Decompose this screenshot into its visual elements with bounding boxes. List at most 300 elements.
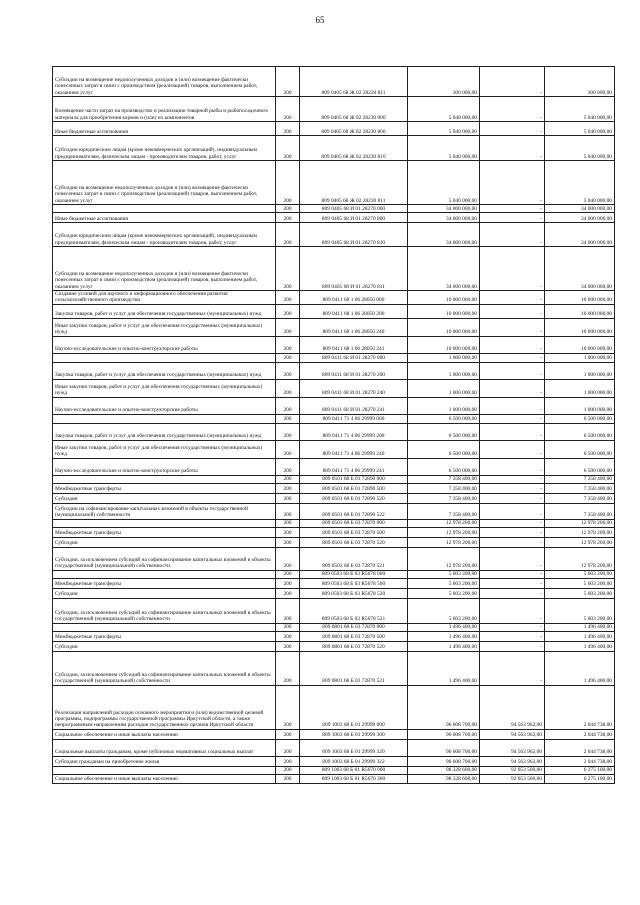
row-value-regional: 1 000 000,00 (545, 362, 615, 379)
row-name: Субсидии на софинансирование капитальных вложений в объекты государственной (муниципальной) собственности (53, 503, 276, 519)
row-value-federal: - (480, 213, 545, 223)
row-value-regional: 34 000 000,00 (545, 247, 615, 291)
row-name: Научно-исследовательские и опытно-конструкторские работы (53, 336, 276, 353)
table-row (53, 122, 615, 136)
row-value-regional: 6 500 000,00 (545, 423, 615, 440)
row-name: Создание условий для научного и информационного обеспечения развития сельскохозяйственного производства (53, 291, 276, 305)
page-number: 65 (315, 15, 325, 25)
row-value-assigned: 34 000 000,00 (408, 213, 480, 223)
row-value-assigned: 10 000 000,00 (408, 318, 480, 336)
row-value-assigned: 34 000 000,00 (408, 205, 480, 213)
table-row (53, 397, 615, 414)
row-kcsr: 809 0501 68 Б 01 72890 520 (300, 493, 408, 503)
row-value-federal: - (480, 651, 545, 685)
row-name: Закупка товаров, работ и услуг для обеспечения государственных (муниципальных) нужд (53, 362, 276, 379)
row-name: Межбюджетные трансферты (53, 578, 276, 588)
row-value-assigned: 6 500 000,00 (408, 423, 480, 440)
row-name: Субсидии на возмещение недополученных доходов и (или) возмещение фактически понесенных затрат в связи с производством (реализацией) товаров, выполнением работ, оказанием услуг (53, 161, 276, 205)
row-code: 200 (276, 756, 300, 766)
row-value-assigned: 7 358 400,00 (408, 483, 480, 493)
row-kcsr: 809 0405 68 Ж 02 28220 811 (300, 67, 408, 97)
row-code: 200 (276, 362, 300, 379)
row-value-assigned: 98 328 600,00 (408, 774, 480, 783)
table-row (53, 291, 615, 305)
row-kcsr: 809 1003 68 Б 01 29999 000 (300, 685, 408, 729)
row-name: Закупка товаров, работ и услуг для обеспечения государственных (муниципальных) нужд (53, 304, 276, 318)
row-value-assigned: 1 000 000,00 (408, 397, 480, 414)
row-kcsr: 809 1003 68 Б 01 R5670 000 (300, 766, 408, 774)
row-value-federal: - (480, 397, 545, 414)
row-value-federal: 94 563 962,00 (480, 729, 545, 739)
table-row (53, 651, 615, 685)
row-value-assigned: 96 608 700,00 (408, 729, 480, 739)
row-value-federal: - (480, 97, 545, 122)
table-row (53, 161, 615, 205)
row-name (53, 475, 276, 483)
row-value-regional: 34 000 000,00 (545, 213, 615, 223)
row-value-regional: 5 040 000,00 (545, 122, 615, 136)
table-row (53, 519, 615, 527)
row-name: Иные закупки товаров, работ и услуг для обеспечения государственных (муниципальных) нужд (53, 440, 276, 458)
row-value-federal: - (480, 570, 545, 578)
row-value-regional: 6 500 000,00 (545, 458, 615, 475)
row-value-regional: 5 040 000,00 (545, 97, 615, 122)
row-code: 200 (276, 247, 300, 291)
row-value-assigned: 5 603 200,00 (408, 570, 480, 578)
row-code: 200 (276, 774, 300, 783)
row-value-federal: 92 053 500,00 (480, 774, 545, 783)
row-value-federal: - (480, 423, 545, 440)
row-name: Иные бюджетные ассигнования (53, 122, 276, 136)
row-name: Возмещение части затрат на производство и реализацию товарной рыбы и рыбопосадочного материала для приобретения кормов и (или) их компонентов (53, 97, 276, 122)
table-row (53, 588, 615, 598)
row-value-regional: 7 358 400,00 (545, 475, 615, 483)
table-row (53, 578, 615, 588)
row-value-assigned: 34 000 000,00 (408, 247, 480, 291)
row-value-assigned: 12 978 200,00 (408, 527, 480, 537)
row-value-federal: - (480, 122, 545, 136)
row-code: 200 (276, 729, 300, 739)
table-row (53, 641, 615, 651)
row-value-regional: 6 500 000,00 (545, 440, 615, 458)
row-value-regional: 5 040 000,00 (545, 136, 615, 161)
row-kcsr: 809 1003 68 Б 01 R5670 300 (300, 774, 408, 783)
row-kcsr: 809 0501 68 Б 01 72890 000 (300, 475, 408, 483)
row-value-federal: - (480, 136, 545, 161)
row-value-federal: - (480, 641, 545, 651)
row-value-regional: 12 978 200,00 (545, 527, 615, 537)
row-value-assigned: 6 500 000,00 (408, 414, 480, 423)
row-name: Научно-исследовательские и опытно-конструкторские работы (53, 397, 276, 414)
row-kcsr: 809 0411 68 И 01 28270 000 (300, 353, 408, 362)
row-value-regional: 7 358 400,00 (545, 493, 615, 503)
row-kcsr: 809 0503 68 Б 03 72870 000 (300, 519, 408, 527)
row-value-regional: 5 603 200,00 (545, 598, 615, 623)
table-row (53, 598, 615, 623)
row-kcsr: 809 0405 68 Ж 02 28230 810 (300, 136, 408, 161)
row-value-assigned: 10 000 000,00 (408, 291, 480, 305)
row-value-regional: 10 000 000,00 (545, 291, 615, 305)
table-row (53, 304, 615, 318)
row-value-federal: - (480, 336, 545, 353)
row-value-regional: 1 000 000,00 (545, 379, 615, 397)
row-code: 200 (276, 651, 300, 685)
table-row (53, 353, 615, 362)
row-value-federal: - (480, 379, 545, 397)
row-kcsr: 809 1003 68 Б 01 29999 322 (300, 756, 408, 766)
row-kcsr: 809 0411 68 1 06 28050 000 (300, 291, 408, 305)
row-code: 200 (276, 537, 300, 547)
row-name: Иные закупки товаров, работ и услуг для обеспечения государственных (муниципальных) нужд (53, 379, 276, 397)
row-value-federal: - (480, 414, 545, 423)
row-value-assigned: 5 603 200,00 (408, 578, 480, 588)
table-row (53, 318, 615, 336)
table-row (53, 685, 615, 729)
table-row (53, 756, 615, 766)
table-row (53, 379, 615, 397)
row-kcsr: 809 0405 68 Ж 02 28230 800 (300, 122, 408, 136)
table-row (53, 739, 615, 756)
table-row (53, 440, 615, 458)
row-kcsr: 809 0501 68 Б 01 72890 500 (300, 483, 408, 493)
row-value-regional: 1 496 400,00 (545, 651, 615, 685)
budget-table-body (53, 67, 615, 784)
row-value-regional: 2 044 738,00 (545, 685, 615, 729)
row-value-regional: 6 275 100,00 (545, 766, 615, 774)
row-code: 200 (276, 527, 300, 537)
row-value-regional: 2 044 738,00 (545, 739, 615, 756)
table-row (53, 547, 615, 570)
row-value-assigned: 12 978 200,00 (408, 547, 480, 570)
row-kcsr: 809 0501 68 Б 01 72890 522 (300, 503, 408, 519)
table-row (53, 336, 615, 353)
table-row (53, 205, 615, 213)
row-code: 200 (276, 336, 300, 353)
row-value-regional: 1 496 400,00 (545, 641, 615, 651)
row-value-regional: 300 000,00 (545, 67, 615, 97)
row-value-regional: 34 000 000,00 (545, 205, 615, 213)
table-row (53, 67, 615, 97)
row-value-regional: 5 603 200,00 (545, 588, 615, 598)
row-name: Субсидии, за исключением субсидий на софинансирование капитальных вложений в объекты государственной (муниципальной) собственности (53, 547, 276, 570)
table-row (53, 475, 615, 483)
table-row (53, 483, 615, 493)
row-value-assigned: 1 496 400,00 (408, 651, 480, 685)
row-code: 200 (276, 213, 300, 223)
row-code: 200 (276, 588, 300, 598)
row-name (53, 570, 276, 578)
row-value-assigned: 7 358 400,00 (408, 493, 480, 503)
budget-table (52, 66, 615, 784)
row-value-assigned: 1 496 400,00 (408, 641, 480, 651)
row-code: 200 (276, 97, 300, 122)
table-row (53, 631, 615, 641)
row-kcsr: 809 0801 68 Б 03 72870 500 (300, 631, 408, 641)
row-value-federal: - (480, 519, 545, 527)
row-code: 200 (276, 318, 300, 336)
row-code: 200 (276, 493, 300, 503)
row-name: Реализация направлений расходов основного мероприятия и (или) ведомственной целевой программы, подпрограммы государственной программы Иркутской области, а также непрограммным направлениям расходов государственных органов Иркутской области (53, 685, 276, 729)
row-kcsr: 809 0503 68 Б 03 R5678 520 (300, 588, 408, 598)
row-code: 200 (276, 397, 300, 414)
table-row (53, 458, 615, 475)
row-value-regional: 6 500 000,00 (545, 414, 615, 423)
row-code: 200 (276, 353, 300, 362)
row-value-federal: - (480, 623, 545, 631)
row-code: 200 (276, 623, 300, 631)
row-code: 200 (276, 766, 300, 774)
table-row (53, 136, 615, 161)
row-kcsr: 809 0411 71 4 06 29999 000 (300, 414, 408, 423)
row-name: Субсидии на возмещение недополученных доходов и (или) возмещение фактически понесенных затрат в связи с производством (реализацией) товаров, выполнением работ, оказанием услуг (53, 247, 276, 291)
row-kcsr: 809 0801 68 Б 03 72870 000 (300, 623, 408, 631)
row-name (53, 623, 276, 631)
row-code: 200 (276, 440, 300, 458)
row-name: Субсидии (53, 493, 276, 503)
row-value-assigned: 10 000 000,00 (408, 336, 480, 353)
row-code: 200 (276, 136, 300, 161)
row-value-federal: - (480, 578, 545, 588)
row-value-federal: - (480, 503, 545, 519)
row-value-assigned: 5 040 000,00 (408, 161, 480, 205)
row-kcsr: 809 0411 68 1 06 28050 200 (300, 304, 408, 318)
row-value-assigned: 12 978 200,00 (408, 537, 480, 547)
row-value-assigned: 300 000,00 (408, 67, 480, 97)
row-value-assigned: 96 608 700,00 (408, 756, 480, 766)
row-value-federal: - (480, 588, 545, 598)
row-name (53, 205, 276, 213)
row-name: Субсидии, за исключением субсидий на софинансирование капитальных вложений в объекты государственной (муниципальной) собственности (53, 651, 276, 685)
row-name: Социальное обеспечение и иные выплаты населению (53, 774, 276, 783)
row-kcsr: 809 0405 68 Ж 02 28230 000 (300, 97, 408, 122)
table-row (53, 503, 615, 519)
row-value-assigned: 12 978 200,00 (408, 519, 480, 527)
row-value-federal: - (480, 362, 545, 379)
row-value-assigned: 1 000 000,00 (408, 362, 480, 379)
table-row (53, 537, 615, 547)
row-value-federal: - (480, 598, 545, 623)
row-name: Межбюджетные трансферты (53, 631, 276, 641)
row-code: 200 (276, 122, 300, 136)
row-code: 200 (276, 205, 300, 213)
row-name: Субсидии (53, 641, 276, 651)
row-value-federal: - (480, 291, 545, 305)
row-kcsr: 809 0503 68 Б 03 72870 521 (300, 547, 408, 570)
row-kcsr: 809 0503 68 Б 03 72870 520 (300, 537, 408, 547)
row-value-assigned: 1 496 400,00 (408, 623, 480, 631)
row-name: Социальное обеспечение и иные выплаты населению (53, 729, 276, 739)
row-code: 200 (276, 598, 300, 623)
row-code: 200 (276, 423, 300, 440)
row-value-assigned: 5 603 200,00 (408, 588, 480, 598)
row-value-assigned: 7 358 400,00 (408, 475, 480, 483)
row-value-federal: - (480, 483, 545, 493)
row-value-regional: 5 603 200,00 (545, 570, 615, 578)
row-value-federal: - (480, 353, 545, 362)
row-value-assigned: 34 000 000,00 (408, 223, 480, 247)
row-name: Субсидии юридическим лицам (кроме некоммерческих организаций), индивидуальным предпринимателям, физическим лицам - производителям товаров, работ, услуг (53, 223, 276, 247)
row-value-federal: - (480, 547, 545, 570)
row-value-assigned: 6 500 000,00 (408, 440, 480, 458)
table-row (53, 362, 615, 379)
table-row (53, 493, 615, 503)
row-value-federal: - (480, 223, 545, 247)
row-value-assigned: 7 358 400,00 (408, 503, 480, 519)
row-value-federal: - (480, 527, 545, 537)
row-kcsr: 809 0405 68 И 01 28270 811 (300, 247, 408, 291)
row-code: 200 (276, 547, 300, 570)
row-value-regional: 1 496 400,00 (545, 623, 615, 631)
row-kcsr: 809 1003 68 Б 01 29999 320 (300, 739, 408, 756)
row-kcsr: 809 0801 68 Б 03 72870 520 (300, 641, 408, 651)
row-value-federal: - (480, 440, 545, 458)
row-kcsr: 809 0405 68 И 01 28270 800 (300, 213, 408, 223)
row-name: Субсидии юридическим лицам (кроме некоммерческих организаций), индивидуальным предпринимателям, физическим лицам - производителям товаров, работ, услуг (53, 136, 276, 161)
row-code: 200 (276, 414, 300, 423)
row-value-federal: - (480, 537, 545, 547)
row-code: 200 (276, 161, 300, 205)
row-kcsr: 809 0405 68 И 01 28270 000 (300, 205, 408, 213)
row-code: 200 (276, 291, 300, 305)
row-value-regional: 10 000 000,00 (545, 318, 615, 336)
row-kcsr: 809 0411 68 И 01 28270 200 (300, 362, 408, 379)
row-value-regional: 7 358 400,00 (545, 483, 615, 493)
row-value-assigned: 96 608 700,00 (408, 685, 480, 729)
row-name: Субсидии гражданам на приобретение жилья (53, 756, 276, 766)
row-value-federal: 94 563 962,00 (480, 685, 545, 729)
row-value-federal: 92 053 500,00 (480, 766, 545, 774)
row-value-assigned: 96 608 700,00 (408, 739, 480, 756)
row-kcsr: 809 0801 68 Б 03 72870 521 (300, 651, 408, 685)
row-value-federal: - (480, 304, 545, 318)
row-value-federal: - (480, 631, 545, 641)
row-value-regional: 10 000 000,00 (545, 336, 615, 353)
row-value-regional: 2 044 738,00 (545, 729, 615, 739)
table-row (53, 213, 615, 223)
row-kcsr: 809 0405 68 Ж 02 28230 811 (300, 161, 408, 205)
row-value-federal: - (480, 67, 545, 97)
row-kcsr: 809 0405 68 И 01 28270 810 (300, 223, 408, 247)
row-kcsr: 809 0411 71 4 06 29999 200 (300, 423, 408, 440)
row-name (53, 414, 276, 423)
row-value-regional: 1 000 000,00 (545, 353, 615, 362)
row-name: Субсидии на возмещение недополученных доходов и (или) возмещение фактически понесенных затрат в связи с производством (реализацией) товаров, выполнением работ, оказанием услуг (53, 67, 276, 97)
row-value-assigned: 5 040 000,00 (408, 97, 480, 122)
row-name: Научно-исследовательские и опытно-конструкторские работы (53, 458, 276, 475)
row-kcsr: 809 0503 68 Б 03 R5678 500 (300, 578, 408, 588)
row-kcsr: 809 0503 68 Б 03 R5678 521 (300, 598, 408, 623)
row-value-federal: - (480, 318, 545, 336)
row-name (53, 766, 276, 774)
row-code: 200 (276, 483, 300, 493)
row-value-regional: 12 978 200,00 (545, 537, 615, 547)
row-value-federal: 94 563 962,00 (480, 756, 545, 766)
row-kcsr: 809 0411 68 1 06 28050 241 (300, 336, 408, 353)
row-value-regional: 5 040 000,00 (545, 161, 615, 205)
row-value-assigned: 1 496 400,00 (408, 631, 480, 641)
row-name: Закупка товаров, работ и услуг для обеспечения государственных (муниципальных) нужд (53, 423, 276, 440)
row-code: 200 (276, 67, 300, 97)
row-value-regional: 12 978 200,00 (545, 547, 615, 570)
row-value-regional: 12 978 200,00 (545, 519, 615, 527)
table-row (53, 729, 615, 739)
table-row (53, 97, 615, 122)
row-code: 200 (276, 503, 300, 519)
row-code: 200 (276, 475, 300, 483)
row-value-regional: 1 000 000,00 (545, 397, 615, 414)
row-value-regional: 7 358 400,00 (545, 503, 615, 519)
table-row (53, 247, 615, 291)
row-code: 200 (276, 578, 300, 588)
row-value-regional: 1 496 400,00 (545, 631, 615, 641)
row-code: 200 (276, 519, 300, 527)
row-name (53, 353, 276, 362)
table-row (53, 774, 615, 783)
row-kcsr: 809 0411 68 И 01 28270 241 (300, 397, 408, 414)
row-value-regional: 2 044 738,00 (545, 756, 615, 766)
row-value-assigned: 5 603 200,00 (408, 598, 480, 623)
row-value-federal: - (480, 475, 545, 483)
table-row (53, 223, 615, 247)
row-code: 200 (276, 458, 300, 475)
row-value-assigned: 1 000 000,00 (408, 353, 480, 362)
table-row (53, 623, 615, 631)
row-value-federal: 94 563 962,00 (480, 739, 545, 756)
row-name: Социальные выплаты гражданам, кроме публичных нормативных социальных выплат (53, 739, 276, 756)
row-name: Иные закупки товаров, работ и услуг для обеспечения государственных (муниципальных) нужд (53, 318, 276, 336)
row-name: Субсидии (53, 537, 276, 547)
row-value-assigned: 5 040 000,00 (408, 136, 480, 161)
row-name: Субсидии (53, 588, 276, 598)
table-row (53, 766, 615, 774)
row-kcsr: 809 0503 68 Б 03 R5678 000 (300, 570, 408, 578)
row-code: 200 (276, 685, 300, 729)
row-value-regional: 6 275 100,00 (545, 774, 615, 783)
row-value-federal: - (480, 161, 545, 205)
table-row (53, 423, 615, 440)
row-code: 200 (276, 223, 300, 247)
row-value-assigned: 10 000 000,00 (408, 304, 480, 318)
row-kcsr: 809 0411 71 4 06 29999 241 (300, 458, 408, 475)
row-name: Субсидии, за исключением субсидий на софинансирование капитальных вложений в объекты государственной (муниципальной) собственности (53, 598, 276, 623)
row-value-federal: - (480, 458, 545, 475)
table-row (53, 527, 615, 537)
row-name (53, 519, 276, 527)
row-value-federal: - (480, 247, 545, 291)
row-code: 200 (276, 379, 300, 397)
row-kcsr: 809 0503 68 Б 03 72870 500 (300, 527, 408, 537)
table-row (53, 414, 615, 423)
row-code: 200 (276, 631, 300, 641)
row-name: Иные бюджетные ассигнования (53, 213, 276, 223)
row-value-assigned: 1 000 000,00 (408, 379, 480, 397)
table-row (53, 570, 615, 578)
row-code: 200 (276, 570, 300, 578)
row-value-assigned: 98 328 600,00 (408, 766, 480, 774)
row-value-assigned: 5 040 000,00 (408, 122, 480, 136)
row-code: 200 (276, 641, 300, 651)
row-name: Межбюджетные трансферты (53, 527, 276, 537)
row-value-regional: 5 603 200,00 (545, 578, 615, 588)
row-kcsr: 809 1003 68 Б 01 29999 300 (300, 729, 408, 739)
row-code: 200 (276, 304, 300, 318)
row-value-federal: - (480, 493, 545, 503)
row-kcsr: 809 0411 68 1 06 28050 240 (300, 318, 408, 336)
row-value-assigned: 6 500 000,00 (408, 458, 480, 475)
row-kcsr: 809 0411 71 4 06 29999 240 (300, 440, 408, 458)
row-value-regional: 34 000 000,00 (545, 223, 615, 247)
row-value-regional: 10 000 000,00 (545, 304, 615, 318)
